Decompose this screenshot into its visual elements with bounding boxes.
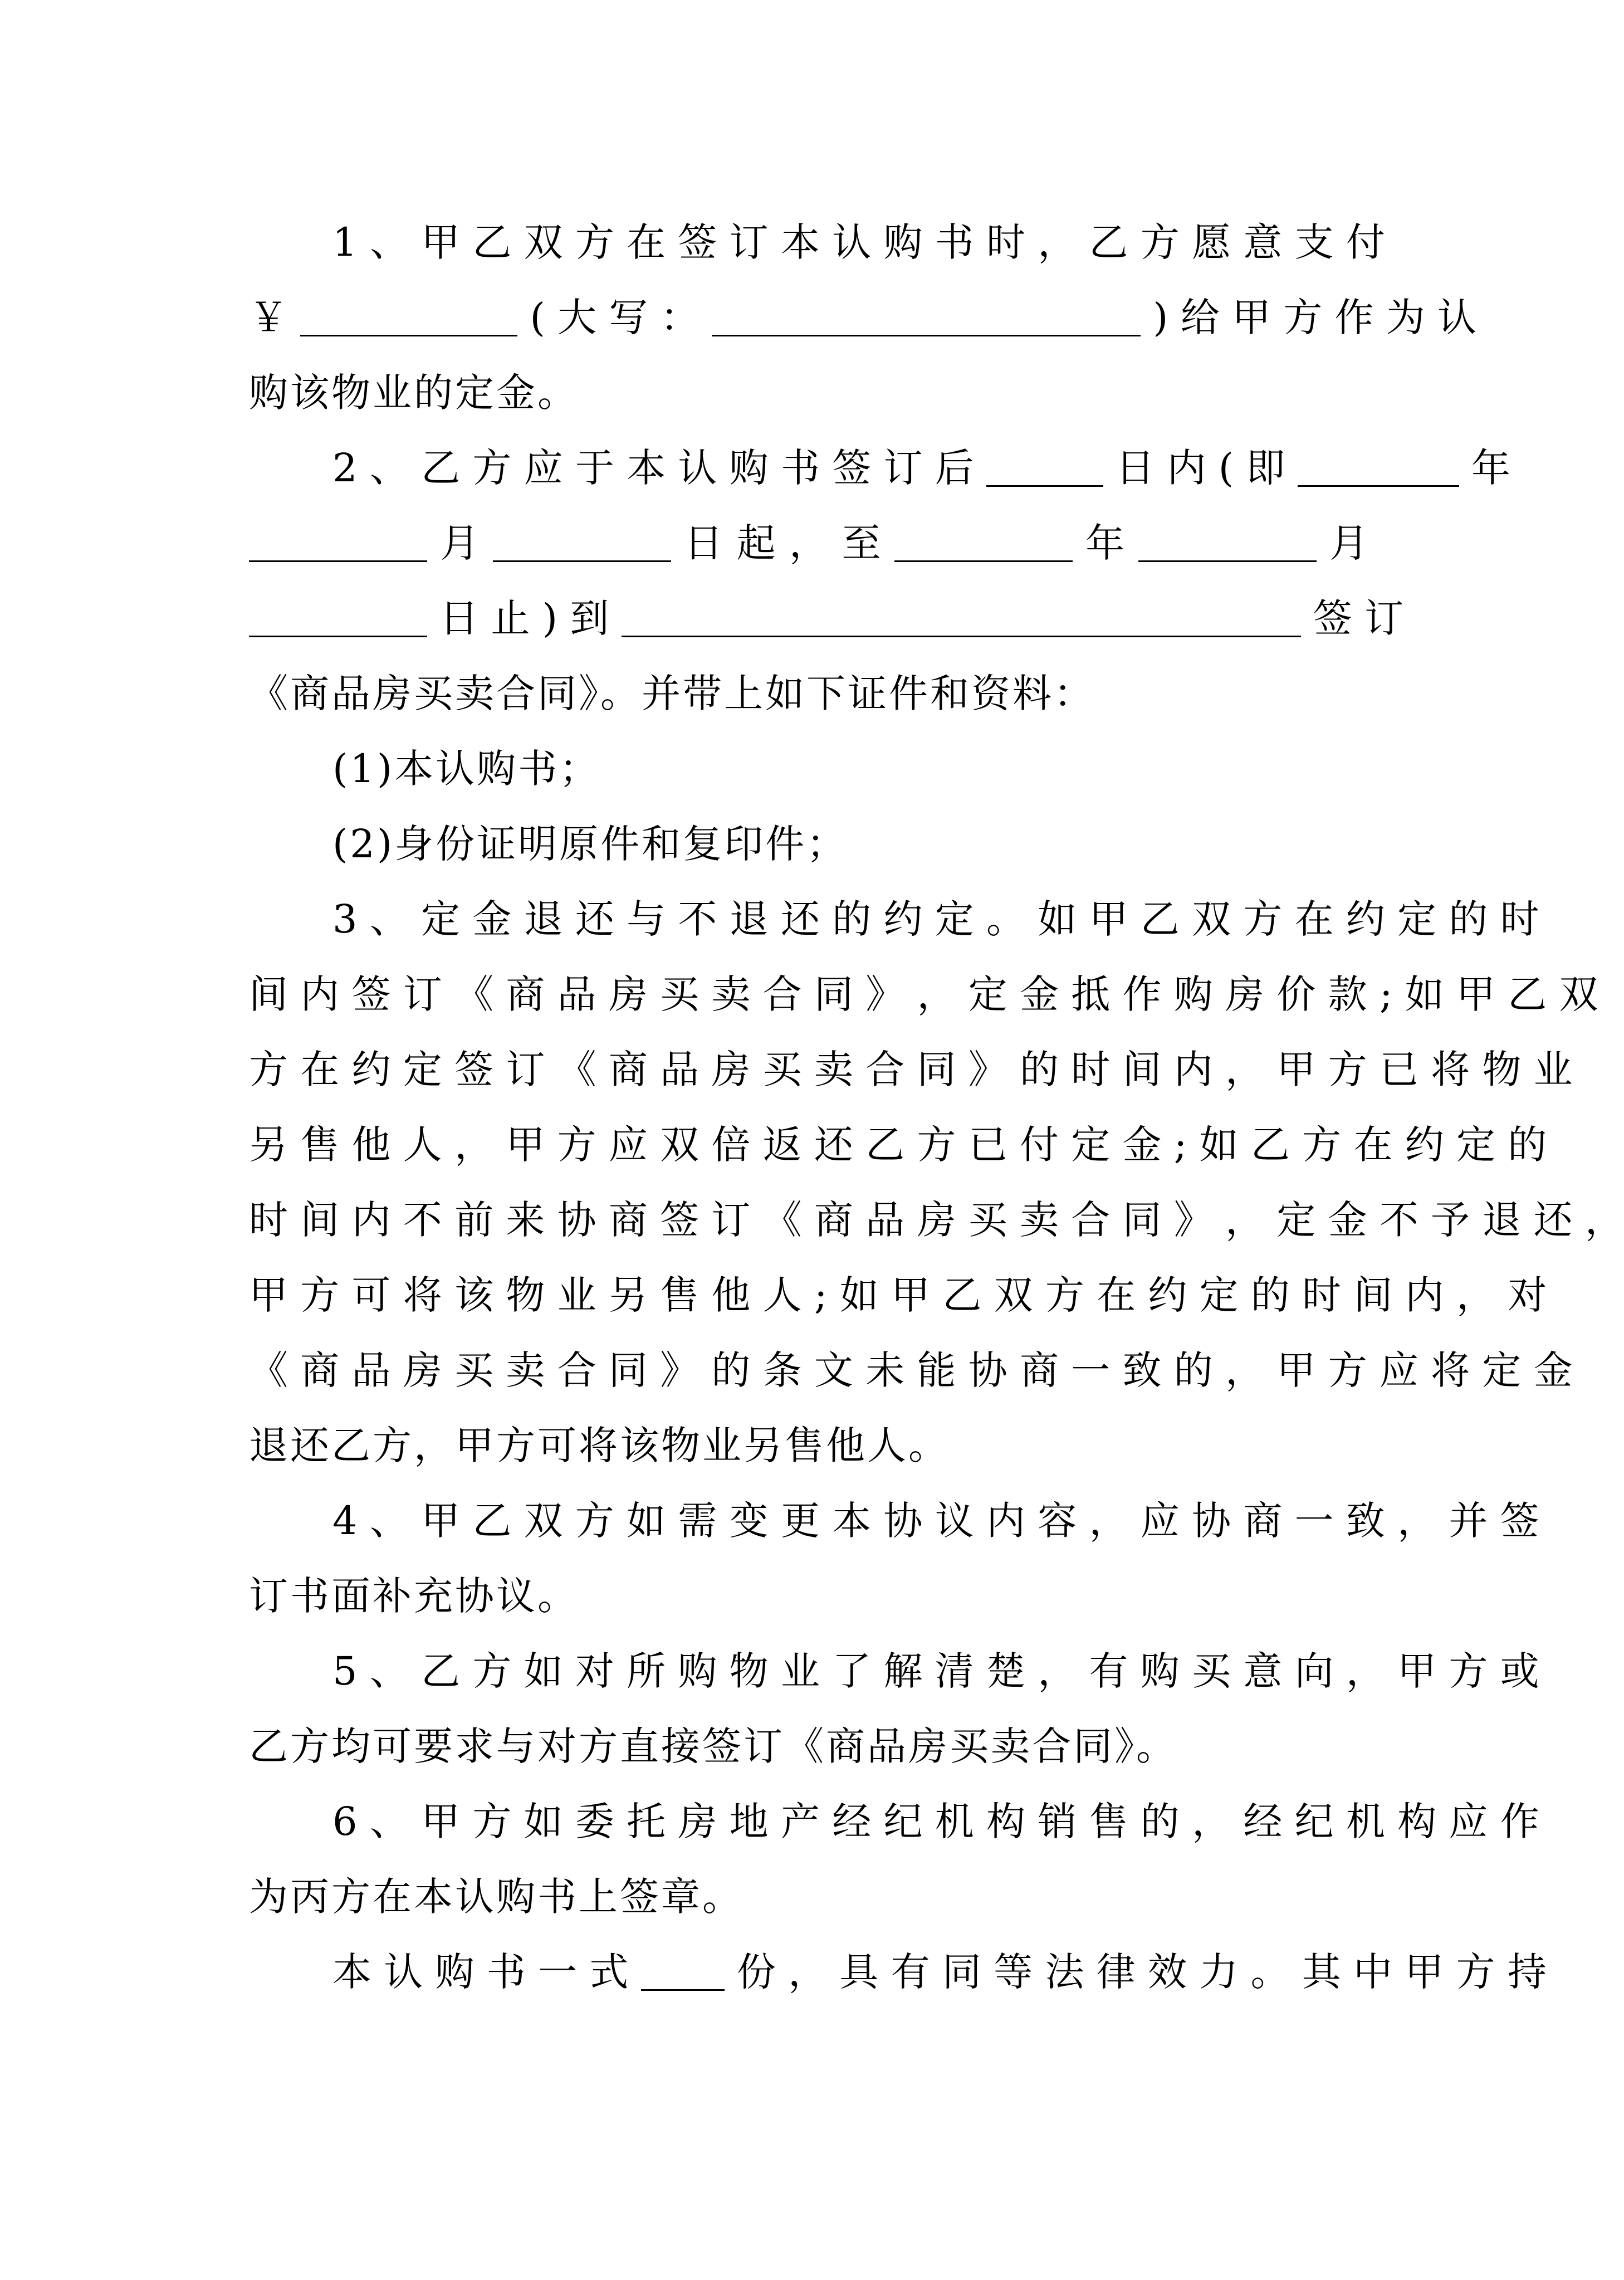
fill-in-blank <box>641 1950 725 1991</box>
document-line <box>249 1571 1368 1621</box>
document-line <box>332 819 1368 869</box>
document-line <box>249 1270 1547 1320</box>
document-line <box>249 1872 1368 1922</box>
line-text: 《 商 品 房 买 卖 合 同 》 的 条 文 未 能 协 商 一 致 的 ， 甲 方 应 将 定 金 <box>249 1348 1573 1393</box>
document-line <box>332 1947 1547 1997</box>
line-text: 方 在 约 定 签 订 《 商 品 房 买 卖 合 同 》 的 时 间 内 ， 甲 方 已 将 物 业 <box>249 1047 1573 1092</box>
line-text: 月 <box>1329 520 1368 566</box>
line-text: 时 间 内 不 前 来 协 商 签 订 《 商 品 房 买 卖 合 同 》 ， 定 金 不 予 退 还 ， <box>249 1197 1624 1243</box>
line-text: (1)本认购书； <box>332 746 601 792</box>
fill-in-blank <box>894 521 1073 562</box>
fill-in-blank <box>1298 446 1459 487</box>
line-text: 日 起 ， 至 <box>684 520 882 566</box>
document-line <box>249 969 1598 1019</box>
document-line <box>332 217 1385 267</box>
fill-in-blank <box>249 521 427 562</box>
document-line <box>249 518 1368 568</box>
line-text: ) 给 甲 方 作 为 认 <box>1153 295 1477 340</box>
line-text: 年 <box>1471 445 1510 491</box>
fill-in-blank <box>986 446 1103 487</box>
line-text: 间 内 签 订 《 商 品 房 买 卖 合 同 》 ， 定 金 抵 作 购 房 价 款 ; 如 甲 乙 双 <box>249 971 1598 1017</box>
document-line <box>249 368 1368 418</box>
line-text: 2 、 乙 方 应 于 本 认 购 书 签 订 后 <box>332 445 974 491</box>
line-text: 为丙方在本认购书上签章。 <box>249 1874 743 1920</box>
line-text: 购该物业的定金。 <box>249 370 579 416</box>
line-text: 日 内 ( 即 <box>1116 445 1285 491</box>
line-text: 6 、 甲 方 如 委 托 房 地 产 经 纪 机 构 销 售 的 ， 经 纪 机 构 应 作 <box>332 1799 1539 1844</box>
document-line <box>332 1646 1539 1696</box>
fill-in-blank <box>1138 521 1317 562</box>
line-text: 乙方均可要求与对方直接签订《商品房买卖合同》。 <box>249 1724 1177 1769</box>
document-line <box>249 1345 1573 1395</box>
line-text: 甲 方 可 将 该 物 业 另 售 他 人 ; 如 甲 乙 双 方 在 约 定 的 时 间 内 ， 对 <box>249 1272 1547 1318</box>
document-line <box>249 1721 1368 1771</box>
line-text: 3 、 定 金 退 还 与 不 退 还 的 约 定 。 如 甲 乙 双 方 在 约 定 的 时 <box>332 896 1539 942</box>
line-text: 日 止 ) 到 <box>439 595 609 641</box>
fill-in-blank <box>493 521 671 562</box>
line-text: 本 认 购 书 一 式 <box>332 1949 629 1995</box>
line-text: 退还乙方，甲方可将该物业另售他人。 <box>249 1423 950 1468</box>
line-text: 《商品房买卖合同》。并带上如下证件和资料： <box>249 671 1095 716</box>
line-text: 订书面补充协议。 <box>249 1573 579 1619</box>
document-line <box>332 443 1510 493</box>
line-text: 4 、 甲 乙 双 方 如 需 变 更 本 协 议 内 容 ， 应 协 商 一 致 ， 并 签 <box>332 1498 1539 1544</box>
document-line <box>249 593 1404 643</box>
fill-in-blank <box>249 597 427 637</box>
fill-in-blank <box>712 296 1141 336</box>
document-line <box>249 668 1368 719</box>
fill-in-blank <box>300 296 517 336</box>
document-line <box>332 1496 1539 1546</box>
document-line <box>249 292 1477 343</box>
line-text: 月 <box>440 520 480 566</box>
line-text: ￥ <box>249 295 288 340</box>
document-line <box>249 1420 1368 1471</box>
line-text: 签 订 <box>1313 595 1404 641</box>
fill-in-blank <box>622 597 1301 637</box>
line-text: 年 <box>1085 520 1126 566</box>
document-line <box>249 1120 1547 1170</box>
document-line <box>332 1796 1539 1847</box>
line-text: 份 ， 具 有 同 等 法 律 效 力 。 其 中 甲 方 持 <box>736 1949 1547 1995</box>
document-line <box>332 894 1539 944</box>
line-text: 另 售 他 人 ， 甲 方 应 双 倍 返 还 乙 方 已 付 定 金 ; 如 乙 方 在 约 定 的 <box>249 1122 1547 1168</box>
line-text: 5 、 乙 方 如 对 所 购 物 业 了 解 清 楚 ， 有 购 买 意 向 ， 甲 方 或 <box>332 1648 1539 1694</box>
line-text: ( 大 写 ： <box>530 295 700 340</box>
document-line <box>332 744 1368 794</box>
document-line <box>249 1195 1624 1245</box>
document-line <box>249 1044 1573 1095</box>
line-text: (2)身份证明原件和复印件； <box>332 821 848 867</box>
line-text: 1 、 甲 乙 双 方 在 签 订 本 认 购 书 时 ， 乙 方 愿 意 支 付 <box>332 219 1385 265</box>
